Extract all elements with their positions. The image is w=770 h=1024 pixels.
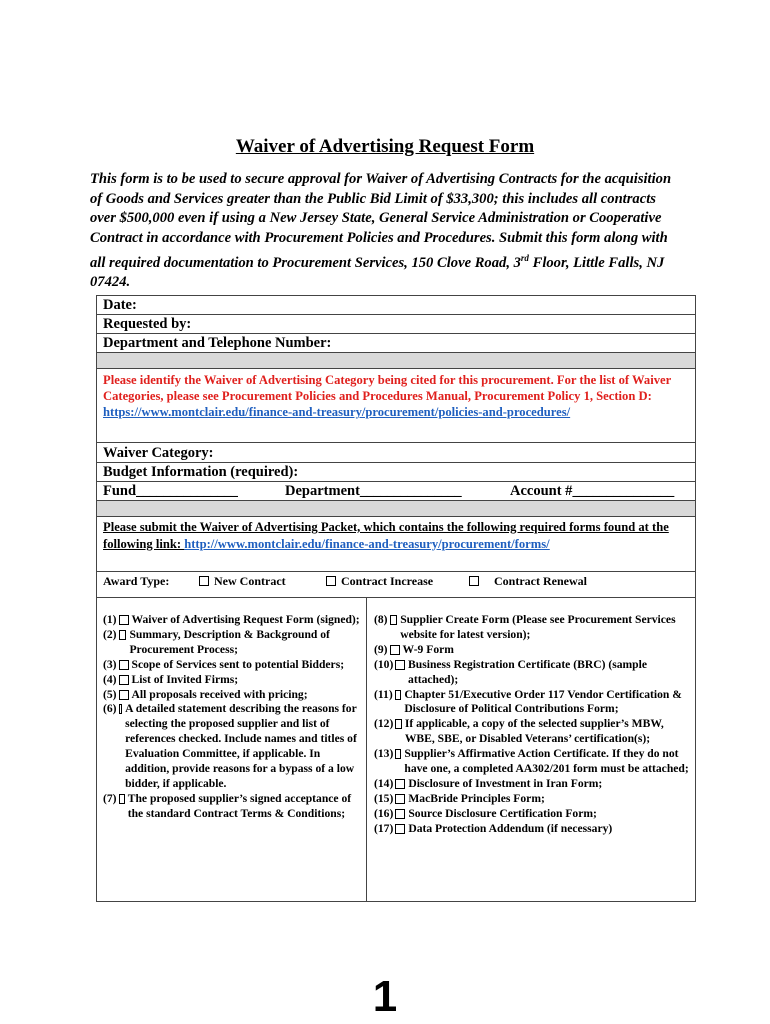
item-number: (14) [374,776,394,790]
award-contract-renewal[interactable] [469,574,587,589]
required-forms-right-list [374,613,690,837]
item-text: Chapter 51/Executive Order 117 Vendor Certification & Disclosure of Political Contributions Form; [404,687,682,716]
item-text: Data Protection Addendum (if necessary) [408,821,613,835]
item-text: Disclosure of Investment in Iran Form; [408,776,603,790]
item-number: (4) [103,672,117,686]
checkbox-icon[interactable] [390,615,398,625]
budget-information-label: Budget Information (required): [103,464,299,480]
row-divider [96,462,696,463]
award-new-contract[interactable] [199,574,286,589]
list-item [374,747,690,777]
department-blank[interactable]: _______________ [359,483,462,499]
item-text: Business Registration Certificate (BRC) (sample attached); [408,657,647,686]
instructions-superscript: rd [520,252,529,263]
award-option-label: Contract Increase [341,574,434,588]
item-number: (3) [103,657,117,671]
notice-text: Please identify the Waiver of Advertising Category being cited for this procurement. For the list of Waiver Categories, please see Procurement Policies and Procedures Manual, Procurement Policy 1, Section D: [103,373,671,404]
department-phone-field[interactable]: Department and Telephone Number: [103,335,332,351]
row-divider [96,597,696,598]
checkbox-icon[interactable] [326,576,336,586]
instructions-text: This form is to be used to secure approval for Waiver of Advertising Contracts for the acquisition of Goods and Services greater than the Public Bid Limit of $33,300; this includes all contracts over $500,000 even if using a New Jersey State, General Service Administration or Cooperative Contract in accordance with Procurement Policies and Procedures. Submit this form along with all required documentation to Procurement Services, 150 Clove Road, 3 [90,171,672,271]
list-item [103,673,361,688]
checkbox-icon[interactable] [119,675,129,685]
item-text: Summary, Description & Background of Procurement Process; [129,627,330,656]
row-divider [96,571,696,572]
list-item [374,792,690,807]
item-text: Waiver of Advertising Request Form (signed); [131,613,360,626]
checkbox-icon[interactable] [119,630,127,640]
packet-instructions [103,519,691,552]
award-contract-increase[interactable] [326,574,433,589]
list-item [374,807,690,822]
row-divider [96,442,696,443]
checkbox-icon[interactable] [119,690,129,700]
item-text: List of Invited Firms; [131,672,239,686]
item-number: (6) [103,702,117,716]
list-item [103,702,361,791]
account-field[interactable] [510,483,674,500]
list-item [374,777,690,792]
waiver-category-notice [103,372,691,421]
item-text: MacBride Principles Form; [408,791,545,805]
list-item [374,658,690,688]
list-item [374,688,690,718]
requested-by-field[interactable]: Requested by: [103,316,192,332]
list-item [103,658,361,673]
list-item [103,613,361,628]
fund-blank[interactable]: _______________ [136,483,238,499]
row-divider [96,314,696,315]
list-item [103,628,361,658]
item-number: (15) [374,791,394,805]
item-number: (12) [374,717,394,731]
checkbox-icon[interactable] [395,719,402,729]
forms-link[interactable]: http://www.montclair.edu/finance-and-treasury/procurement/forms/ [184,536,550,551]
list-item [374,717,690,747]
list-item [374,643,690,658]
item-number: (5) [103,687,117,701]
account-blank[interactable]: _______________ [572,483,674,499]
item-number: (10) [374,657,394,671]
checkbox-icon[interactable] [395,794,405,804]
item-text: A detailed statement describing the reasons for selecting the proposed supplier and list of references checked. Include names and titles of Evaluation Committee, if applicable. In addition, provide reasons for a bypass of a low bidder, if applicable. [125,702,357,790]
account-label: Account # [510,483,573,499]
award-option-label: New Contract [214,574,286,588]
item-number: (17) [374,821,394,835]
item-number: (11) [374,687,393,701]
item-number: (7) [103,791,117,805]
list-item [374,613,690,643]
item-number: (2) [103,627,117,641]
item-number: (13) [374,747,394,761]
waiver-category-field[interactable]: Waiver Category: [103,445,214,461]
checkbox-icon[interactable] [395,660,405,670]
packet-text: Please submit the Waiver of Advertising Packet, which contains the following required forms found at the following link: [103,520,669,551]
checkbox-icon[interactable] [119,615,129,625]
checkbox-icon[interactable] [395,690,402,700]
checkbox-icon[interactable] [119,704,123,714]
item-text: If applicable, a copy of the selected supplier’s MBW, WBE, SBE, or Disabled Veterans’ certification(s); [404,717,664,746]
checkbox-icon[interactable] [119,794,125,804]
instructions-text-end: Floor, Little Falls, NJ 07424. [90,254,665,291]
award-option-label: Contract Renewal [494,574,587,588]
department-label: Department [285,483,360,499]
list-item [103,688,361,703]
checkbox-icon[interactable] [199,576,209,586]
row-divider [96,333,696,334]
fund-field[interactable] [103,483,237,500]
department-field[interactable] [285,483,461,500]
item-text: Supplier’s Affirmative Action Certificate. If they do not have one, a completed AA302/201 form must be attached; [404,747,689,776]
item-text: The proposed supplier’s signed acceptance of the standard Contract Terms & Conditions; [127,791,352,820]
item-number: (8) [374,613,388,626]
fund-label: Fund [103,483,137,499]
checkbox-icon[interactable] [119,660,129,670]
row-divider [96,481,696,482]
item-text: All proposals received with pricing; [131,687,308,701]
checkbox-icon[interactable] [390,645,400,655]
item-number: (16) [374,806,394,820]
award-type-label: Award Type: [103,574,170,588]
item-text: W-9 Form [402,642,454,656]
checkbox-icon[interactable] [395,809,405,819]
policies-link[interactable]: https://www.montclair.edu/finance-and-treasury/procurement/policies-and-procedures/ [103,405,571,420]
list-item [103,792,361,822]
required-forms-left-list [103,613,361,822]
item-number: (9) [374,642,388,656]
shaded-separator [96,500,696,517]
item-text: Supplier Create Form (Please see Procurement Services website for latest version); [400,613,676,641]
checkbox-icon[interactable] [395,779,405,789]
checkbox-icon[interactable] [395,749,401,759]
date-field[interactable]: Date: [103,297,137,313]
form-instructions [90,170,685,293]
item-text: Source Disclosure Certification Form; [408,806,597,820]
item-text: Scope of Services sent to potential Bidders; [131,657,345,671]
checkbox-icon[interactable] [395,824,405,834]
checkbox-icon[interactable] [469,576,479,586]
form-title: Waiver of Advertising Request Form [235,136,535,157]
list-item [374,822,690,837]
column-divider [366,597,367,902]
page-number: 1 [372,972,398,1021]
item-number: (1) [103,613,117,626]
shaded-separator [96,352,696,369]
